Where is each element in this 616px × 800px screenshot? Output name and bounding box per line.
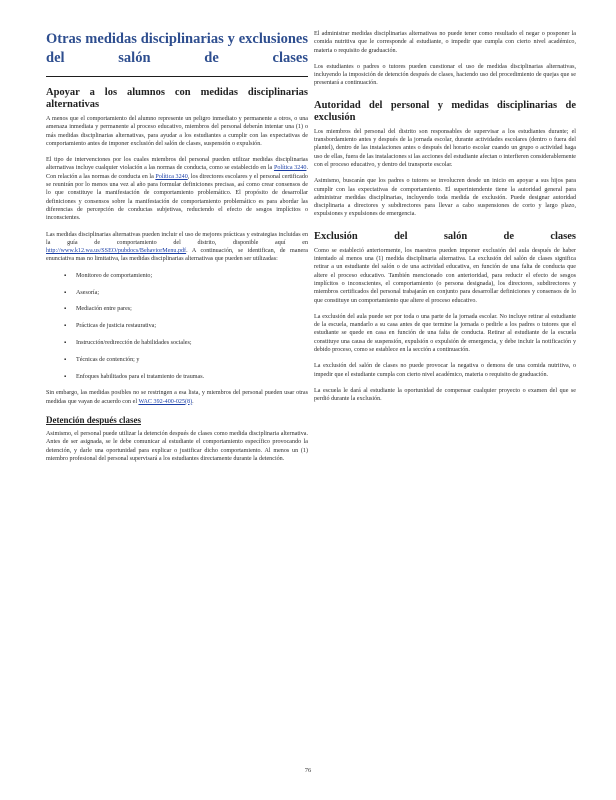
text-span: Sin embargo, las medidas posibles no se restringen a esa lista, y miembros del personal pueden usar otras medidas que vayan de acuerdo con el bbox=[46, 390, 308, 405]
paragraph: La exclusión del aula puede ser por toda o una parte de la jornada escolar. No incluye retirar al estudiante de la escuela, mandarlo a su casa antes de que termine la jornada o pedirle a los padres o tutores que el estudiante se quede en casa en función de una falta de conducta. Retirar al estudiante de la escuela constituye una causa de suspensión, expulsión o expulsión de emergencia, y debe incluir la notificación y debido proceso, como se establece en la sección a continuación. bbox=[314, 313, 576, 354]
list-item-text: Técnicas de contención; y bbox=[76, 356, 140, 363]
bullet-icon: ▪ bbox=[64, 339, 67, 346]
paragraph: Asimismo, buscarán que los padres o tutores se involucren desde un inicio en apoyar a sus hijos para cumplir con las expectativas de comportamiento. El superintendente tiene la autoridad general para administrar medidas disciplinarias, incluyendo toda medida de exclusión. Puede designar autoridad disciplinaria a directores y subdirectores para llevar a cabo suspensiones de corto y largo plazo, expulsiones y expulsiones de emergencia. bbox=[314, 178, 576, 218]
text-span: , los directores escolares y el personal certificado se reunirán por lo menos una vez al año para formular definiciones precisas, así como crear consensos de lo que constituye la manifestación de comportamiento problemático. El propósito de desarrollar definiciones y consensos sobre la manifestación de comportamiento problemático es para abordar las diferencias de percepción de conductas subjetivas, reduciendo el efecto de sesgos implícitos o inconscientes. bbox=[46, 173, 308, 222]
left-column bbox=[46, 30, 308, 471]
list-item bbox=[64, 339, 308, 347]
text-span: . Con relación a las normas de conducta en la bbox=[46, 165, 308, 180]
paragraph-guide bbox=[46, 231, 308, 264]
list-item bbox=[64, 289, 308, 297]
right-column bbox=[314, 30, 576, 412]
page-number: 76 bbox=[304, 767, 312, 774]
list-item bbox=[64, 305, 308, 313]
text-span: . A continuación, se identifican, de manera enunciativa mas no limitativa, las medidas disciplinarias alternativas que pueden ser utilizadas: bbox=[46, 248, 308, 263]
bullet-icon: ▪ bbox=[64, 373, 67, 380]
section-heading-classroom-exclusion: Exclusión del salón de clases bbox=[314, 230, 576, 242]
list-item-text: Monitoreo de comportamiento; bbox=[76, 272, 153, 279]
list-item bbox=[64, 272, 308, 280]
bullet-icon: ▪ bbox=[64, 323, 67, 330]
bullet-icon: ▪ bbox=[64, 272, 67, 279]
list-item-text: Mediación entre pares; bbox=[76, 306, 132, 313]
section-heading-alternative-measures: Apoyar a los alumnos con medidas disciplinarias alternativas bbox=[46, 87, 308, 110]
behavior-menu-link[interactable]: http://www.k12.wa.us/SSEO/pubdocs/BehaviorMenu.pdf bbox=[46, 248, 187, 255]
section-heading-staff-authority: Autoridad del personal y medidas disciplinarias de exclusión bbox=[314, 99, 576, 123]
paragraph: Los miembros del personal del distrito son responsables de supervisar a los estudiantes durante; el transbordamiento antes y después de la jornada escolar, durante actividades escolares (dentro o fuera del plantel), dentro de las instalaciones antes o después del horario escolar cuando un grupo o actividad haga uso de ellas, fuera de las instalaciones si las acciones del estudiante afectan o interfieren considerablemente con el proceso educativo, y dentro del transporte escolar. bbox=[314, 128, 576, 168]
wac-link[interactable]: WAC 392-400-025(8) bbox=[138, 398, 193, 405]
subheading-detention: Detención después clases bbox=[46, 414, 141, 425]
paragraph: Como se estableció anteriormente, los maestros pueden imponer exclusión del aula después de haber intentado al menos una (1) medida disciplinaria alternativa. La exclusión del salón de clases significa retirar a un estudiante del salón o de una actividad educativa, en función de una falta de conducta que altere el proceso educativo. También mencionado con anterioridad, para reducir el efecto de sesgos implícitos o inconscientes, el comportamiento (o persona designada), los directores, subdirectores y miembros certificados del personal trabajarán en conjunto para desarrollar definiciones y consensos de lo que constituye un comportamiento que altere el proceso educativo. bbox=[314, 247, 576, 304]
list-item-text: Prácticas de justicia restaurativa; bbox=[76, 323, 157, 330]
list-item-text: Asesoría; bbox=[76, 289, 100, 296]
alternative-measures-list bbox=[46, 272, 308, 381]
text-span: El tipo de intervenciones por los cuales miembros del personal pueden utilizar medidas disciplinarias alternativas incluye cualquier violación a las normas de conducta, como se establecido en la bbox=[46, 157, 308, 172]
paragraph: El administrar medidas disciplinarias alternativas no puede tener como resultado el negar o posponer la comida nutritiva que le corresponde al estudiante, o impedir que cumpla con cierto nivel académico, materia o requisito de graduación. bbox=[314, 31, 576, 54]
policy-3240-link[interactable]: Política 3240 bbox=[273, 165, 307, 172]
paragraph: La escuela le dará al estudiante la oportunidad de compensar cualquier proyecto o examen del que se perdió durante la exclusión. bbox=[314, 387, 576, 403]
text-span: Las medidas disciplinarias alternativas pueden incluir el uso de mejores prácticas y estrategias incluidas en la guía de comportamiento del distrito, disponible aquí en bbox=[46, 231, 308, 246]
list-item-text: Enfoques habilitados para el tratamiento de traumas. bbox=[76, 373, 205, 380]
paragraph: Los estudiantes o padres o tutores pueden cuestionar el uso de medidas disciplinarias alternativas, incluyendo la imposición de detención después de clases, haciendo uso del procedimiento de quejas que se presentará a continuación. bbox=[314, 63, 576, 87]
paragraph-policy bbox=[46, 156, 308, 222]
list-item bbox=[64, 373, 308, 381]
bullet-icon: ▪ bbox=[64, 306, 67, 313]
bullet-icon: ▪ bbox=[64, 356, 67, 363]
list-item-text: Instrucción/redirección de habilidades sociales; bbox=[76, 339, 192, 346]
bullet-icon: ▪ bbox=[64, 289, 67, 296]
list-item bbox=[64, 356, 308, 364]
page-title: Otras medidas disciplinarias y exclusiones del salón de clases bbox=[46, 31, 308, 66]
paragraph: A menos que el comportamiento del alumno represente un peligro inmediato y permanente a otros, o una amenaza inmediata y permanente al proceso educativo, miembros del personal deberán intentar una (1) o más medidas disciplinarias alternativas, para ayudar a los estudiantes a cumplir con las expectativas de comportamiento antes de imponer exclusión del salón de clases, suspensión o expulsión. bbox=[46, 116, 308, 147]
paragraph-wac bbox=[46, 389, 308, 406]
policy-3240-link-2[interactable]: Política 3240 bbox=[155, 173, 188, 180]
paragraph: Asimismo, el personal puede utilizar la detención después de clases como medida disciplinaria alternativa. Antes de ser asignada, se le debe comunicar al estudiante el comportamiento específico provocando la detención, y darle una oportunidad para explicar o justificar dicho comportamiento. Al menos un (1) miembro profesional del personal supervisará a los estudiantes directamente durante la detención. bbox=[46, 430, 308, 462]
text-span: . bbox=[192, 398, 194, 405]
list-item bbox=[64, 322, 308, 330]
paragraph: La exclusión del salón de clases no puede provocar la negativa o demora de una comida nutritiva, o impedir que el estudiante cumpla con cierto nivel académico, materia o requisito de graduación. bbox=[314, 363, 576, 378]
title-divider bbox=[46, 76, 308, 77]
